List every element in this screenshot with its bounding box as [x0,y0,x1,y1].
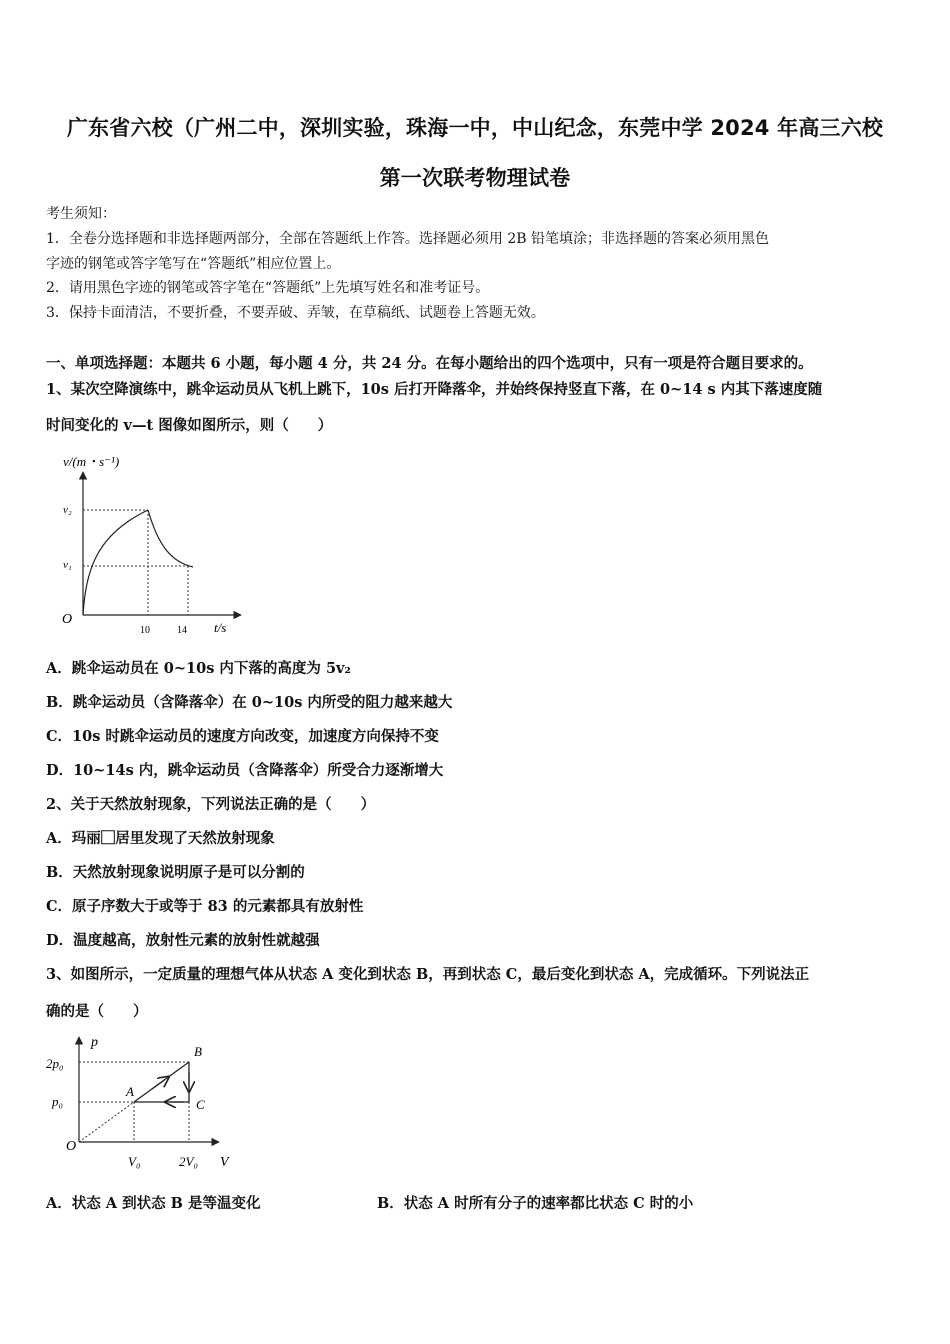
q3-v1-label: V₀ [128,1154,141,1169]
notice-item-1a: 1．全卷分选择题和非选择题两部分，全部在答题纸上作答。选择题必须用 2B 铅笔填涂；非选择题的答案必须用黑色 [46,231,769,247]
q1-stem-b: 时间变化的 v—t 图像如图所示，则（ ） [46,417,333,434]
q1-v1-label: v₁ [63,559,72,571]
q3-origin: O [66,1139,77,1154]
q1-xlabel: t/s [214,620,227,635]
notice-heading: 考生须知： [46,206,116,222]
section1-heading: 一、单项选择题：本题共 6 小题，每小题 4 分，共 24 分。在每小题给出的四个选项中，只有一项是符合题目要求的。 [46,355,813,372]
q3-pv-graph [44,1032,244,1177]
q3-ylabel: p [91,1035,98,1050]
notice-item-3: 3．保持卡面清洁，不要折叠，不要弄破、弄皱，在草稿纸、试题卷上答题无效。 [46,305,545,321]
q1-vt-graph [56,450,256,640]
q2-option-d: D．温度越高，放射性元素的放射性就越强 [46,932,320,949]
q1-t10-label: 10 [140,625,150,636]
q3-stem-b: 确的是（ ） [46,1003,148,1020]
q1-ylabel: v/(m・s⁻¹) [63,454,120,469]
q3-stem-a: 3、如图所示，一定质量的理想气体从状态 A 变化到状态 B，再到状态 C，最后变化到状态 A，完成循环。下列说法正 [46,966,810,983]
q2-stem: 2、关于天然放射现象，下列说法正确的是（ ） [46,796,376,813]
exam-title-line2: 第一次联考物理试卷 [379,166,571,190]
q3-p1-label: p₀ [52,1094,64,1109]
notice-item-2: 2．请用黑色字迹的钢笔或答字笔在“答题纸”上先填写姓名和准考证号。 [46,280,490,296]
q1-v2-label: v₂ [63,504,72,516]
q3-p2-label: 2p₀ [46,1056,64,1071]
q2-option-a: A．玛丽⃞居里发现了天然放射现象 [46,830,275,847]
q3-option-a: A．状态 A 到状态 B 是等温变化 [46,1195,261,1212]
q3-point-c: C [196,1097,205,1112]
q1-option-a: A．跳伞运动员在 0~10s 内下落的高度为 5v₂ [46,660,351,677]
q1-origin: O [62,612,73,627]
q3-origin-to-a [79,1102,134,1142]
q1-option-c: C．10s 时跳伞运动员的速度方向改变，加速度方向保持不变 [46,728,439,745]
q1-curve-rise [83,510,148,615]
q3-point-b: B [194,1044,202,1059]
q2-option-b: B．天然放射现象说明原子是可以分割的 [46,864,305,881]
q3-arrow-ab [152,1080,165,1090]
q3-point-a: A [126,1084,134,1099]
q1-curve-fall [148,510,193,567]
q1-option-b: B．跳伞运动员（含降落伞）在 0~10s 内所受的阻力越来越大 [46,694,453,711]
q3-option-b: B．状态 A 时所有分子的速率都比状态 C 时的小 [377,1195,694,1212]
q1-stem-a: 1、某次空降演练中，跳伞运动员从飞机上跳下，10s 后打开降落伞，并始终保持竖直下落，在 0~14 s 内其下落速度随 [46,381,823,398]
q1-t14-label: 14 [177,625,187,636]
q1-option-d: D．10~14s 内，跳伞运动员（含降落伞）所受合力逐渐增大 [46,762,444,779]
exam-title-line1: 广东省六校（广州二中，深圳实验，珠海一中，中山纪念，东莞中学 2024 年高三六校 [66,116,884,140]
q2-option-c: C．原子序数大于或等于 83 的元素都具有放射性 [46,898,364,915]
q3-v2-label: 2V₀ [179,1154,198,1169]
notice-item-1b: 字迹的钢笔或答字笔写在“答题纸”相应位置上。 [46,256,341,272]
q3-xlabel: V [220,1155,229,1170]
